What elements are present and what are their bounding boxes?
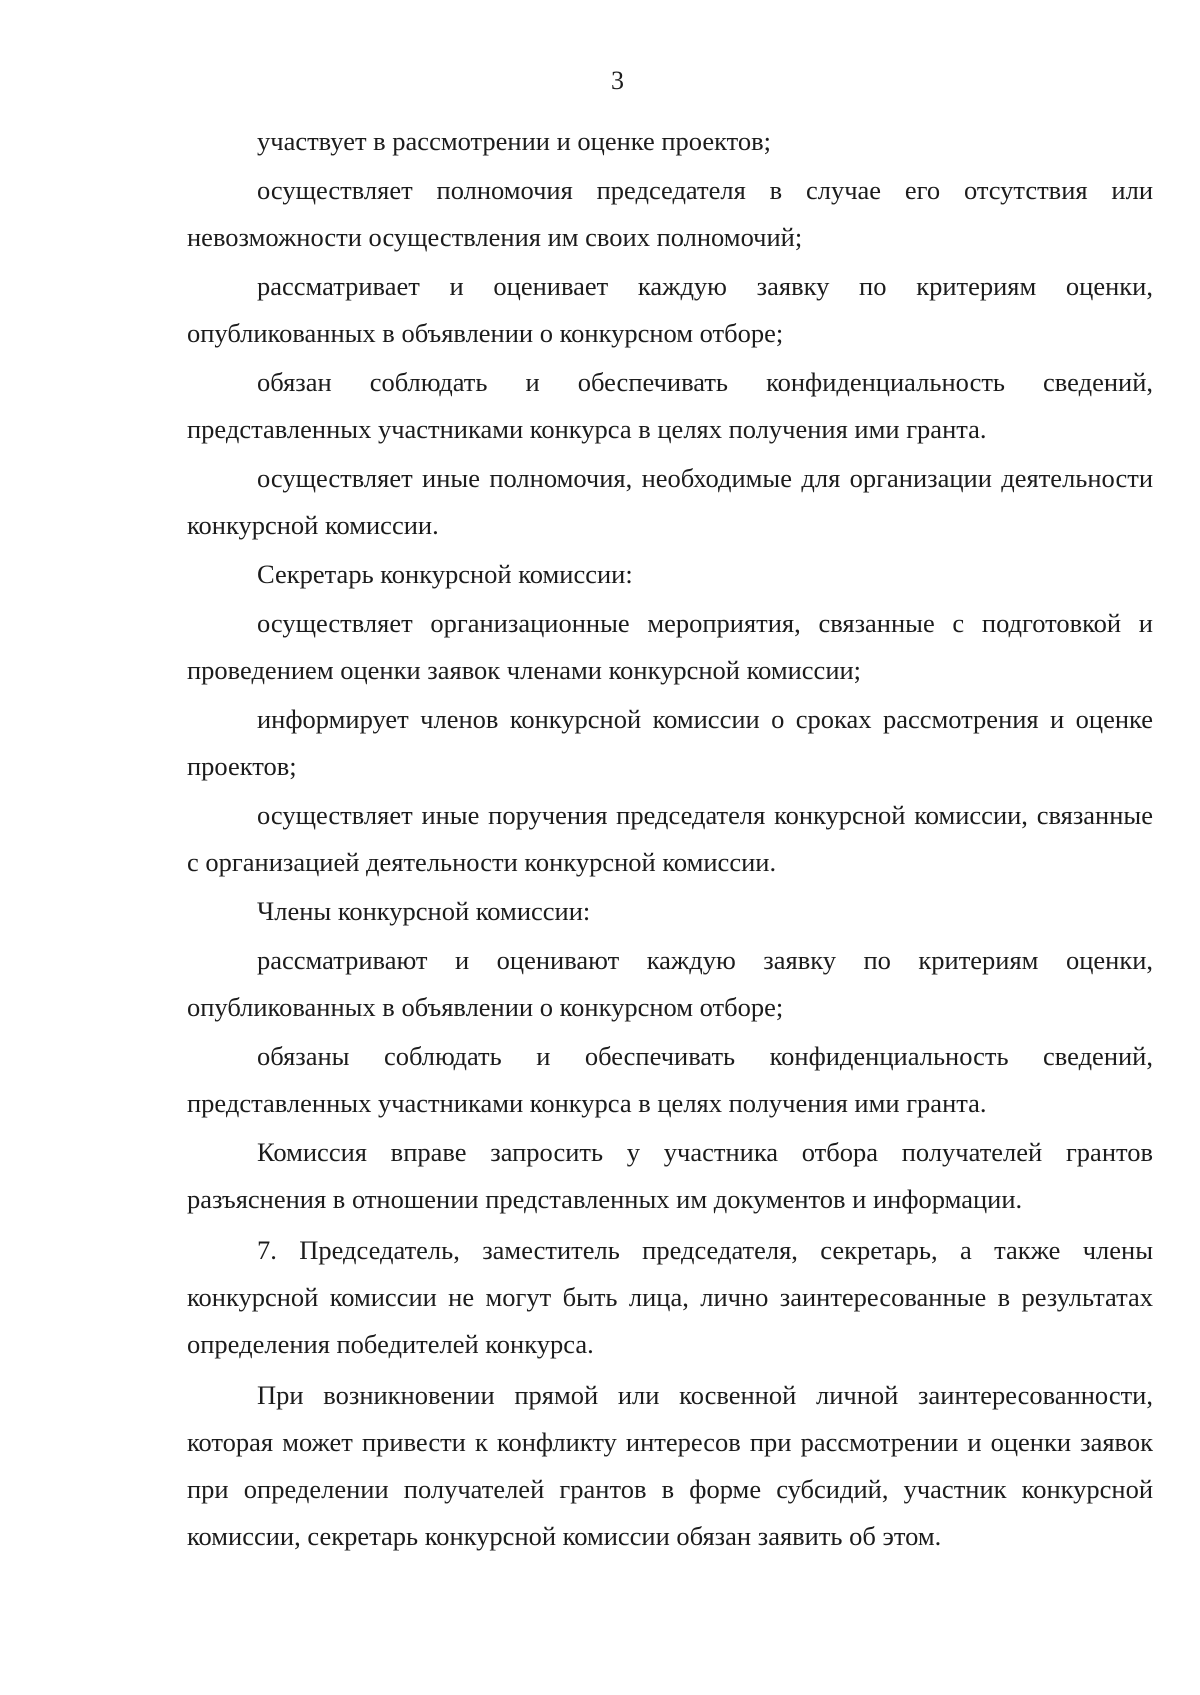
section-heading-secretary: Секретарь конкурсной комиссии: xyxy=(257,559,633,589)
paragraph: рассматривают и оценивают каждую заявку по критериям оценки, опубликованных в объявлении о конкурсном отборе; xyxy=(187,945,1153,1022)
paragraph: информирует членов конкурсной комиссии о сроках рассмотрения и оценке проектов; xyxy=(187,704,1153,781)
page-number: 3 xyxy=(611,66,624,95)
document-body xyxy=(187,118,1153,1562)
paragraph: обязаны соблюдать и обеспечивать конфиденциальность сведений, представленных участниками конкурса в целях получения ими гранта. xyxy=(187,1041,1153,1118)
paragraph: осуществляет иные полномочия, необходимые для организации деятельности конкурсной комиссии. xyxy=(187,463,1153,540)
paragraph: обязан соблюдать и обеспечивать конфиденциальность сведений, представленных участниками конкурса в целях получения ими гранта. xyxy=(187,367,1153,444)
paragraph: осуществляет иные поручения председателя конкурсной комиссии, связанные с организацией деятельности конкурсной комиссии. xyxy=(187,800,1153,877)
paragraph: Комиссия вправе запросить у участника отбора получателей грантов разъяснения в отношении представленных им документов и информации. xyxy=(187,1137,1153,1214)
numbered-clause-7: 7. Председатель, заместитель председателя, секретарь, а также члены конкурсной комиссии не могут быть лица, лично заинтересованные в результатах определения победителей конкурса. xyxy=(187,1235,1153,1359)
paragraph: осуществляет полномочия председателя в случае его отсутствия или невозможности осуществления им своих полномочий; xyxy=(187,175,1153,252)
paragraph: рассматривает и оценивает каждую заявку по критериям оценки, опубликованных в объявлении о конкурсном отборе; xyxy=(187,271,1153,348)
paragraph: осуществляет организационные мероприятия, связанные с подготовкой и проведением оценки заявок членами конкурсной комиссии; xyxy=(187,608,1153,685)
paragraph: При возникновении прямой или косвенной личной заинтересованности, которая может привести к конфликту интересов при рассмотрении и оценки заявок при определении получателей грантов в форме субсидий, участник конкурсной комиссии, секретарь конкурсной комиссии обязан заявить об этом. xyxy=(187,1380,1153,1551)
section-heading-members: Члены конкурсной комиссии: xyxy=(257,896,591,926)
paragraph: участвует в рассмотрении и оценке проектов; xyxy=(257,126,772,156)
